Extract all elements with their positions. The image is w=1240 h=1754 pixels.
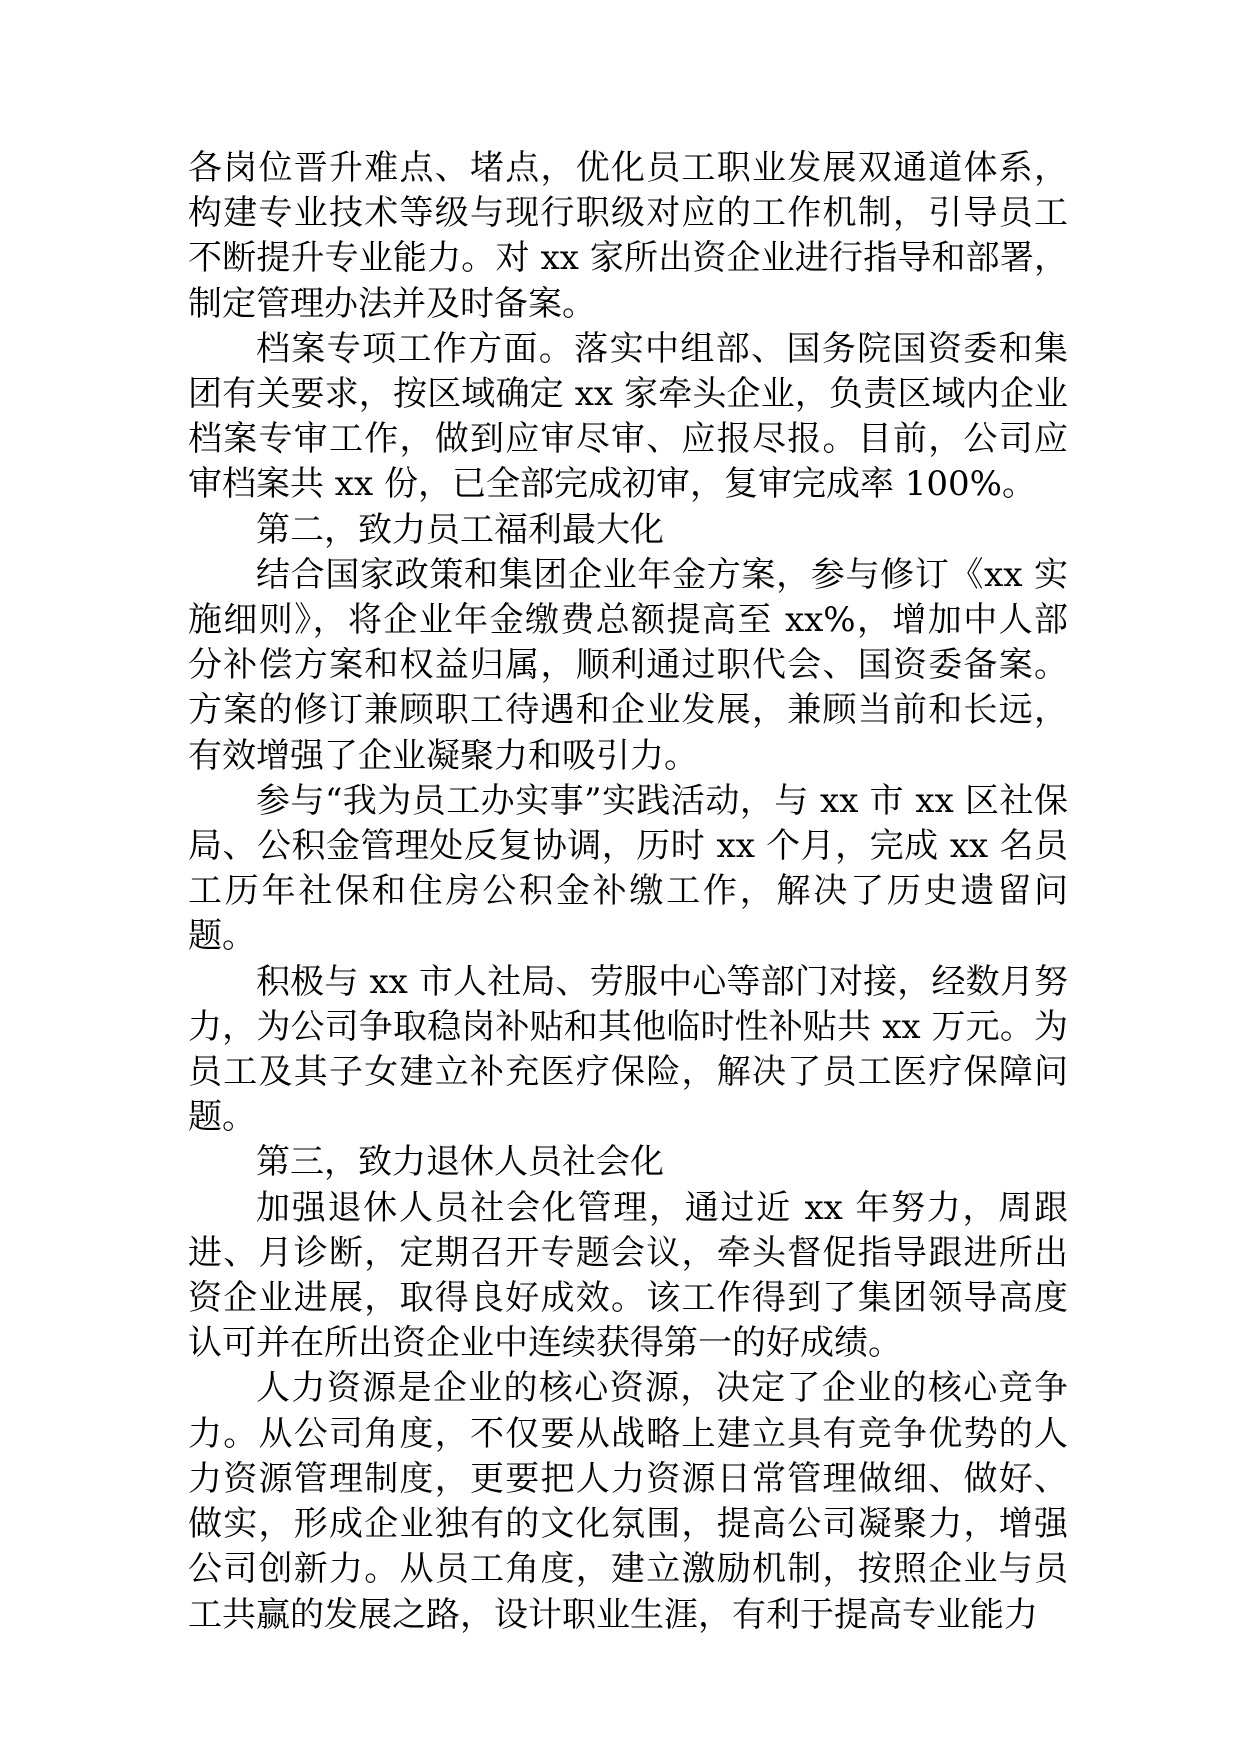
paragraph-retiree-management: 加强退休人员社会化管理，通过近 xx 年努力，周跟进、月诊断，定期召开专题会议，牵头督促指导跟进所出资企业进展，取得良好成效。该工作得到了集团领导高度认可并在所出资企业中连续获得第一的好成绩。	[188, 1187, 1068, 1364]
paragraph-promotion-channels: 各岗位晋升难点、堵点，优化员工职业发展双通道体系，构建专业技术等级与现行职级对应的工作机制，引导员工不断提升专业能力。对 xx 家所出资企业进行指导和部署，制定管理办法并及时备案。	[188, 148, 1068, 324]
section-heading-welfare: 第二，致力员工福利最大化	[256, 509, 664, 550]
paragraph-annuity: 结合国家政策和集团企业年金方案，参与修订《xx 实施细则》，将企业年金缴费总额提高至 xx%，增加中人部分补偿方案和权益归属，顺利通过职代会、国资委备案。方案的修订兼顾职工待遇和企业发展，兼顾当前和长远，有效增强了企业凝聚力和吸引力。	[188, 554, 1068, 776]
paragraph-archive-review: 档案专项工作方面。落实中组部、国务院国资委和集团有关要求，按区域确定 xx 家牵头企业，负责区域内企业档案专审工作，做到应审尽审、应报尽报。目前，公司应审档案共 xx 份，已全部完成初审，复审完成率 100%。	[188, 328, 1068, 505]
paragraph-hr-core-resource: 人力资源是企业的核心资源，决定了企业的核心竞争力。从公司角度，不仅要从战略上建立具有竞争优势的人力资源管理制度，更要把人力资源日常管理做细、做好、做实，形成企业独有的文化氛围，提高公司凝聚力，增强公司创新力。从员工角度，建立激励机制，按照企业与员工共赢的发展之路，设计职业生涯，有利于提高专业能力	[188, 1368, 1068, 1635]
document-body	[188, 146, 1068, 1638]
paragraph-social-security: 参与“我为员工办实事”实践活动，与 xx 市 xx 区社保局、公积金管理处反复协调，历时 xx 个月，完成 xx 名员工历年社保和住房公积金补缴工作，解决了历史遗留问题。	[188, 780, 1068, 957]
section-heading-retirees: 第三，致力退休人员社会化	[256, 1142, 664, 1183]
paragraph-subsidies: 积极与 xx 市人社局、劳服中心等部门对接，经数月努力，为公司争取稳岗补贴和其他临时性补贴共 xx 万元。为员工及其子女建立补充医疗保险，解决了员工医疗保障问题。	[188, 961, 1068, 1138]
